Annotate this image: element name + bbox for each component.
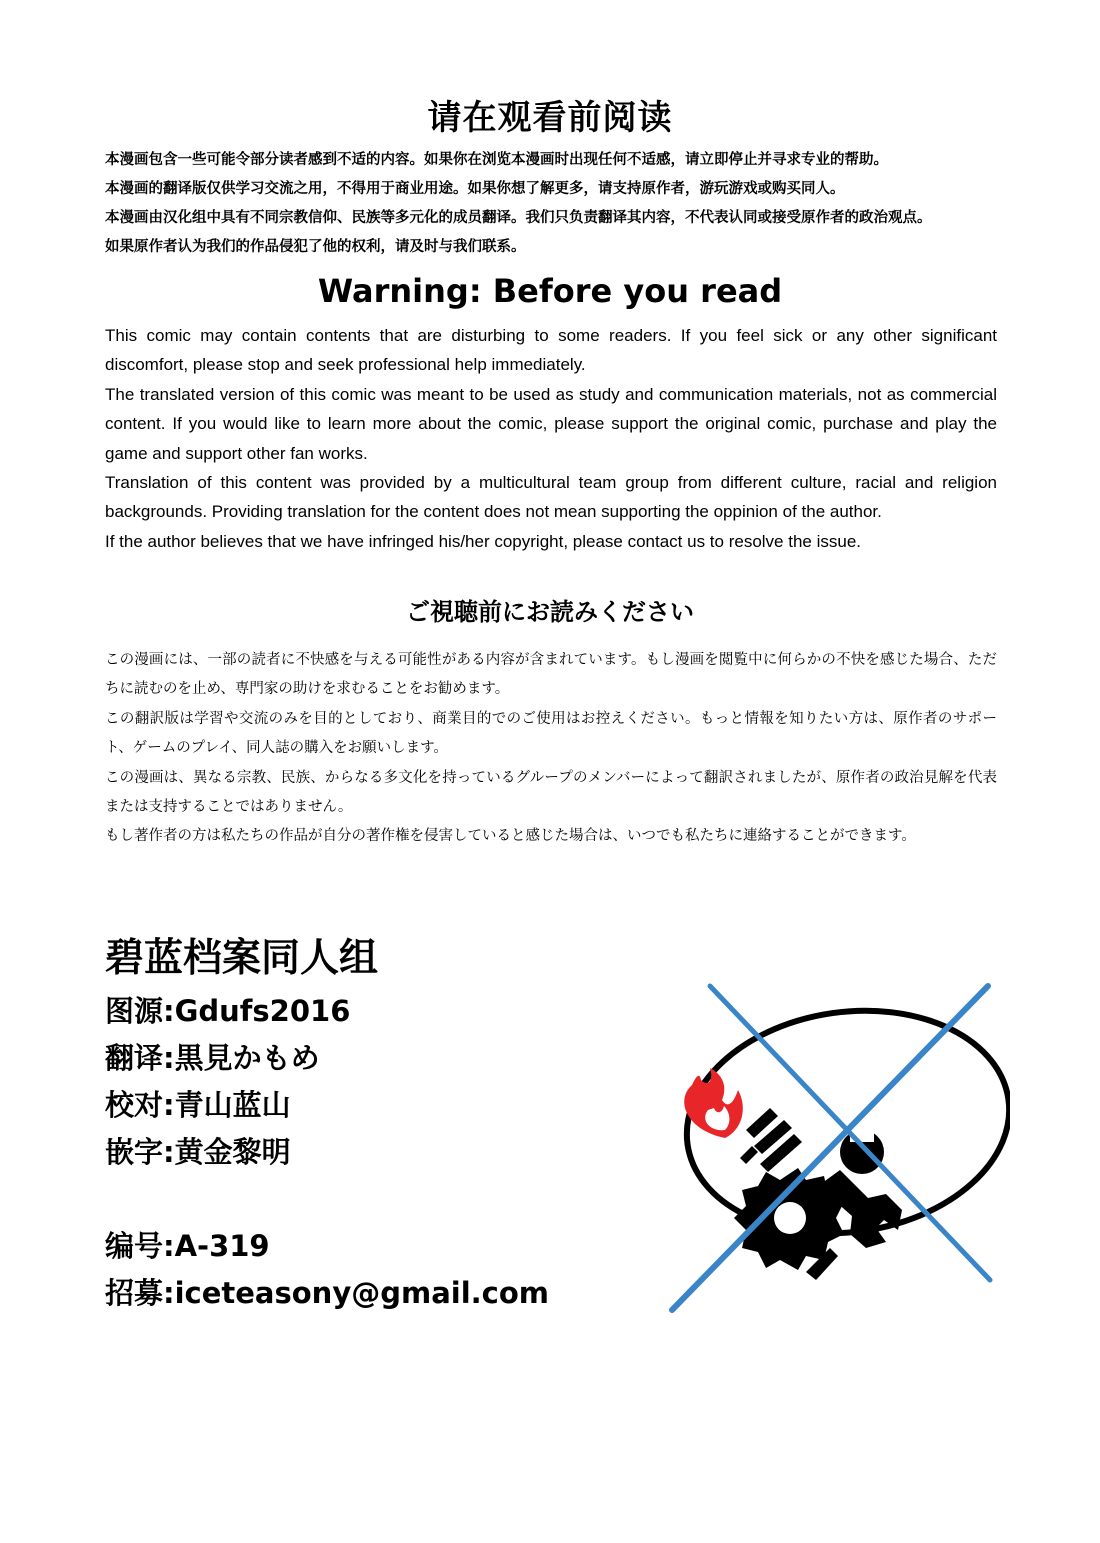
chinese-notice-line: 本漫画包含一些可能令部分读者感到不适的内容。如果你在浏览本漫画时出现任何不适感，请立即停止并寻求专业的帮助。	[105, 152, 888, 168]
credit-translator: 翻译:黒見かもめ	[105, 1041, 320, 1075]
japanese-notice-paragraph: この翻訳版は学習や交流のみを目的としており、商業目的でのご使用はお控えください。もっと情報を知りたい方は、原作者のサポート、ゲームのプレイ、同人誌の購入をお願いします。	[105, 710, 997, 757]
english-notice	[105, 321, 997, 556]
chinese-notice-line: 本漫画的翻译版仅供学习交流之用，不得用于商业用途。如果你想了解更多，请支持原作者，游玩游戏或购买同人。	[105, 181, 845, 197]
english-title: Warning: Before you read	[317, 272, 783, 310]
chinese-title: 请在观看前阅读	[427, 98, 673, 138]
chinese-notice-line: 如果原作者认为我们的作品侵犯了他的权利，请及时与我们联系。	[105, 239, 526, 255]
english-notice-paragraph: This comic may contain contents that are disturbing to some readers. If you feel sick or any other significant discomfort, please stop and seek professional help immediately.	[105, 326, 997, 375]
japanese-notice-paragraph: この漫画には、一部の読者に不快感を与える可能性がある内容が含まれています。もし漫画を閲覧中に何らかの不快を感じた場合、ただちに読むのを止め、専門家の助けを求むることをお勧めます。	[105, 652, 997, 698]
torch-stripes-icon	[740, 1108, 802, 1172]
english-notice-paragraph: Translation of this content was provided by a multicultural team group from different culture, racial and religion backgrounds. Providing translation for the content does not mean supporting the oppinion of the author.	[105, 473, 997, 522]
flame-gear-wrench-emblem-icon	[630, 980, 1010, 1320]
chinese-notice-line: 本漫画由汉化组中具有不同宗教信仰、民族等多元化的成员翻译。我们只负责翻译其内容，不代表认同或接受原作者的政治观点。	[105, 210, 932, 226]
credit-recruit-email: 招募:iceteasony@gmail.com	[105, 1276, 550, 1310]
credit-number: 编号:A-319	[105, 1229, 270, 1263]
japanese-notice-paragraph: もし著作者の方は私たちの作品が自分の著作権を侵害していると感じた場合は、いつでも私たちに連絡することができます。	[105, 828, 916, 845]
japanese-notice-paragraph: この漫画は、異なる宗教、民族、からなる多文化を持っているグループのメンバーによって翻訳されましたが、原作者の政治見解を代表または支持することではありません。	[105, 769, 997, 816]
credits-block	[105, 930, 549, 1317]
japanese-notice	[105, 646, 997, 852]
credit-proofreader: 校对:青山蓝山	[105, 1088, 291, 1122]
english-notice-paragraph: The translated version of this comic was meant to be used as study and communication materials, not as commercial content. If you would like to learn more about the comic, please support the original comic, purchase and play the game and support other fan works.	[105, 384, 997, 463]
english-notice-paragraph: If the author believes that we have infringed his/her copyright, please contact us to resolve the issue.	[105, 531, 861, 551]
credit-typesetter: 嵌字:黄金黎明	[105, 1135, 291, 1169]
japanese-title: ご視聴前にお読みください	[406, 598, 694, 626]
credit-source: 图源:Gdufs2016	[105, 994, 351, 1028]
group-name: 碧蓝档案同人组	[105, 936, 379, 981]
flame-icon	[684, 1068, 743, 1138]
chinese-notice	[105, 146, 1005, 262]
